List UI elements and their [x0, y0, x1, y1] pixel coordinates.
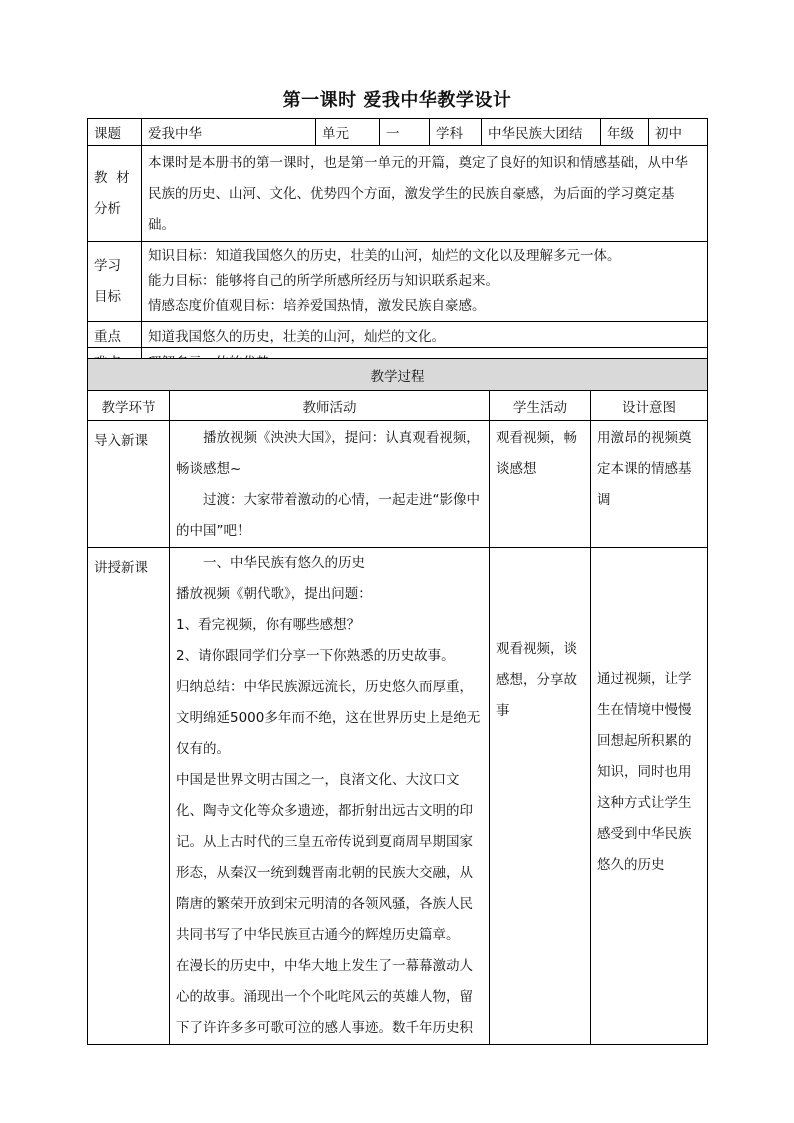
analysis-label-line-2: 分析: [94, 200, 121, 217]
goals-label: [88, 242, 142, 322]
intro-teacher-line-2: 过渡：大家带着激动的心情，一起走进“影像中的中国”吧！: [176, 492, 480, 539]
lecture-intent: 通过视频，让学生在情境中慢慢回想起所积累的知识，同时也用这种方式让学生感受到中华民族悠久的历史: [591, 548, 708, 1045]
analysis-label-line-1: 教 材: [94, 169, 130, 186]
column-teacher: 教师活动: [170, 391, 490, 421]
unit-value: 一: [380, 119, 430, 146]
lecture-student: 观看视频，谈感想，分享故事: [490, 548, 591, 1045]
goals-label-line-1: 学习: [94, 257, 121, 274]
lecture-teacher: [170, 548, 490, 1045]
subject-value: 爱我中华: [142, 119, 316, 146]
analysis-text: 本课时是本册书的第一课时，也是第一单元的开篇，奠定了良好的知识和情感基础，从中华民族的历史、山河、文化、优势四个方面，激发学生的民族自豪感，为后面的学习奠定基础。: [142, 146, 708, 242]
unit-label: 单元: [316, 119, 380, 146]
column-header-row: [88, 391, 708, 421]
goals-label-line-2: 目标: [94, 288, 121, 305]
course-label: 学科: [430, 119, 482, 146]
analysis-row: [88, 146, 708, 242]
lecture-question-2: 2、请你跟同学们分享一下你熟悉的历史故事。: [176, 648, 455, 664]
intro-teacher-line-1: 播放视频《泱泱大国》，提问：认真观看视频，畅谈感想~: [176, 430, 480, 477]
lecture-stage: 讲授新课: [88, 548, 170, 1045]
lecture-video: 播放视频《朝代歌》，提出问题：: [176, 586, 372, 602]
intro-teacher: [170, 421, 490, 548]
info-row: [88, 119, 708, 146]
lecture-question-1: 1、看完视频，你有哪些感想？: [176, 617, 361, 633]
intro-intent: 用激昂的视频奠定本课的情感基调: [591, 421, 708, 548]
key-point-label: 重点: [88, 322, 142, 348]
grade-label: 年级: [601, 119, 649, 146]
goals-row: [88, 242, 708, 322]
grade-value: 初中: [649, 119, 708, 146]
teaching-process-table: [87, 358, 708, 1045]
lecture-row: [88, 548, 708, 1045]
course-value: 中华民族大团结: [482, 119, 601, 146]
lecture-summary: 归纳总结：中华民族源远流长，历史悠久而厚重，文明绵延5000多年而不绝，这在世界历史上是绝无仅有的。: [176, 679, 481, 757]
column-student: 学生活动: [490, 391, 591, 421]
column-stage: 教学环节: [88, 391, 170, 421]
goals-content: [142, 242, 708, 322]
analysis-label: [88, 146, 142, 242]
intro-row: [88, 421, 708, 548]
document-title: 第一课时 爱我中华教学设计: [282, 90, 512, 111]
column-intent: 设计意图: [591, 391, 708, 421]
process-header-row: [88, 359, 708, 391]
lecture-paragraph-1: 中国是世界文明古国之一，良渚文化、大汶口文化、陶寺文化等众多遗迹，都折射出远古文明的印记。从上古时代的三皇五帝传说到夏商周早期国家形态，从秦汉一统到魏晋南北朝的民族大交融，从隋唐的繁荣开放到宋元明清的各领风骚，各族人民共同书写了中华民族亘古通今的辉煌历史篇章。: [176, 772, 473, 943]
knowledge-goal: 知识目标：知道我国悠久的历史，壮美的山河，灿烂的文化以及理解多元一体。: [148, 248, 621, 264]
ability-goal: 能力目标：能够将自己的所学所感所经历与知识联系起来。: [148, 273, 499, 289]
intro-stage: 导入新课: [88, 421, 170, 548]
intro-student: 观看视频，畅谈感想: [490, 421, 591, 548]
lecture-heading: 一、中华民族有悠久的历史: [203, 555, 365, 571]
lecture-paragraph-2: 在漫长的历史中，中华大地上发生了一幕幕激动人心的故事。涌现出一个个叱咤风云的英雄人物，留下了许许多多可歌可泣的感人事迹。数千年历史积: [176, 958, 473, 1036]
key-point-row: [88, 322, 708, 348]
subject-label: 课题: [88, 119, 142, 146]
emotion-goal: 情感态度价值观目标：培养爱国热情，激发民族自豪感。: [148, 298, 486, 314]
lesson-info-table: [87, 118, 708, 374]
key-point-text: 知道我国悠久的历史，壮美的山河，灿烂的文化。: [142, 322, 708, 348]
process-header: 教学过程: [88, 359, 708, 391]
